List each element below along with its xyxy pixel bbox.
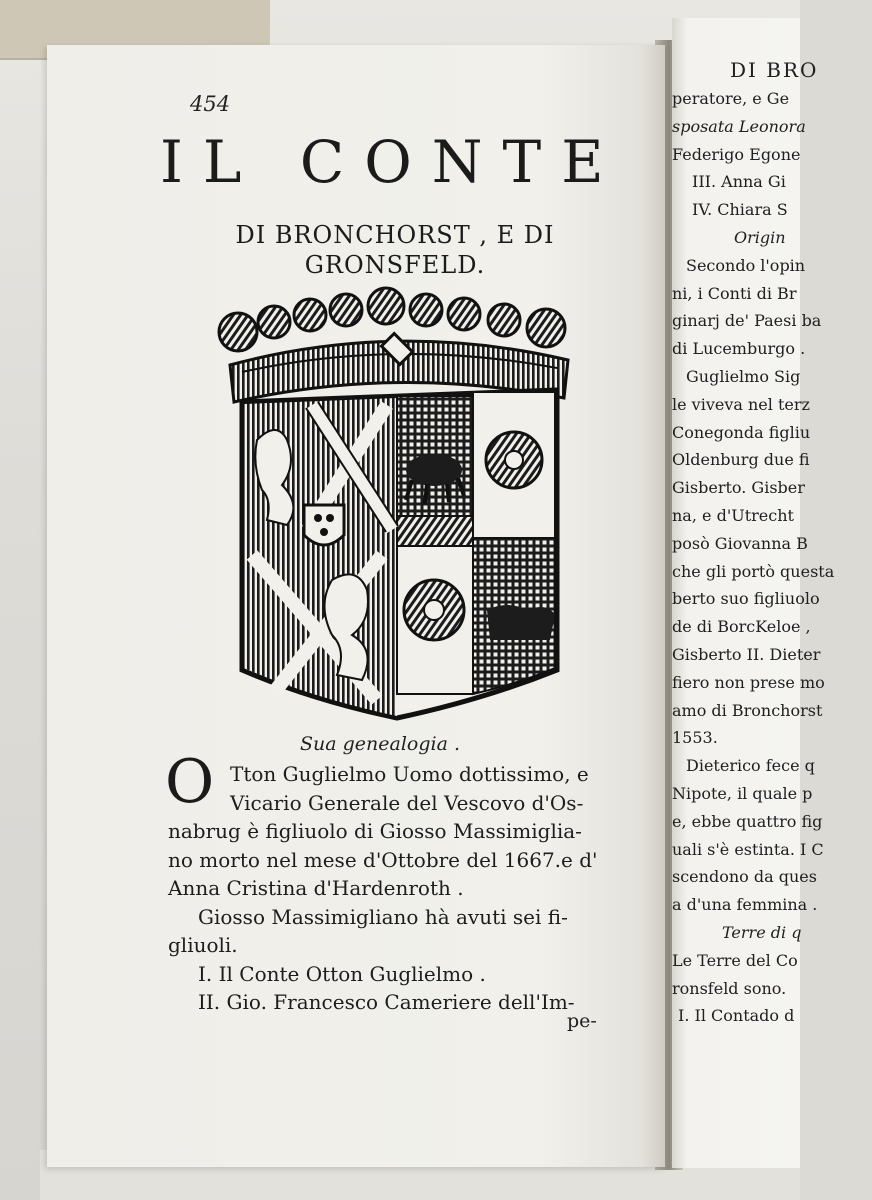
body-line: nabrug è figliuolo di Giosso Massimiglia- [168, 819, 582, 843]
right-line: ronsfeld sono. [672, 978, 787, 998]
right-line: le viveva nel terz [672, 394, 810, 414]
right-page-header: DI BRO [730, 58, 819, 82]
right-line: ni, i Conti di Br [672, 283, 797, 303]
coat-of-arms-illustration [212, 280, 582, 720]
page-title: IL CONTE [160, 128, 624, 196]
right-line: de di BorcKeloe , [672, 617, 811, 637]
right-line: III. Anna Gi [692, 172, 786, 192]
subtitle-line: DI BRONCHORST , E DI [235, 221, 555, 249]
right-line: Federigo Egone [672, 144, 801, 164]
right-line: I. Il Contado d [678, 1006, 795, 1026]
right-line: na, e d'Utrecht [672, 505, 794, 525]
right-line: fiero non prese mo [672, 672, 825, 692]
right-line: Nipote, il quale p [672, 783, 813, 803]
right-line: di Lucemburgo . [672, 339, 806, 359]
right-line: che gli portò questa [672, 561, 835, 581]
right-line: Gisberto II. Dieter [672, 644, 821, 664]
right-line: e, ebbe quattro fig [672, 811, 823, 831]
body-line: Tton Guglielmo Uomo dottissimo, e [230, 762, 589, 786]
right-line: Conegonda figliu [672, 422, 811, 442]
right-line: scendono da ques [672, 867, 817, 887]
right-line: posò Giovanna B [672, 533, 808, 553]
right-line: uali s'è estinta. I C [672, 839, 824, 859]
right-line: amo di Bronchorst [672, 700, 823, 720]
body-line: gliuoli. [168, 933, 238, 957]
right-line: Terre di q [722, 922, 802, 942]
body-line: II. Gio. Francesco Cameriere dell'Im- [198, 990, 575, 1014]
page-subtitle [175, 220, 615, 280]
right-line: ginarj de' Paesi ba [672, 311, 822, 331]
right-line: Dieterico fece q [686, 756, 815, 776]
right-line: Oldenburg due fi [672, 450, 810, 470]
right-line: Gisberto. Gisber [672, 478, 805, 498]
right-line: 1553. [672, 728, 718, 748]
right-line: IV. Chiara S [692, 200, 788, 220]
body-text [168, 760, 638, 1017]
right-line: berto suo figliuolo [672, 589, 820, 609]
catchword: pe- [567, 1010, 597, 1032]
body-line: Vicario Generale del Vescovo d'Os- [230, 790, 584, 815]
right-line: a d'una femmina . [672, 895, 818, 915]
subtitle-line: GRONSFELD. [304, 251, 486, 279]
page-number: 454 [190, 92, 231, 116]
right-line: peratore, e Ge [672, 89, 790, 108]
drop-cap: O [165, 747, 215, 817]
right-line: sposata Leonora [672, 116, 806, 136]
right-line: Secondo l'opin [686, 255, 806, 275]
section-heading: Sua genealogia . [300, 733, 460, 755]
body-line: Giosso Massimigliano hà avuti sei fi- [198, 904, 568, 929]
body-line: no morto nel mese d'Ottobre del 1667.e d' [168, 847, 598, 872]
right-page-text [672, 53, 872, 1030]
right-page [672, 18, 835, 1168]
right-line: Le Terre del Co [672, 950, 798, 970]
body-line: Anna Cristina d'Hardenroth . [168, 876, 464, 900]
right-line: Guglielmo Sig [686, 366, 801, 386]
body-line: I. Il Conte Otton Guglielmo . [198, 961, 486, 986]
right-line: Origin [734, 227, 786, 247]
